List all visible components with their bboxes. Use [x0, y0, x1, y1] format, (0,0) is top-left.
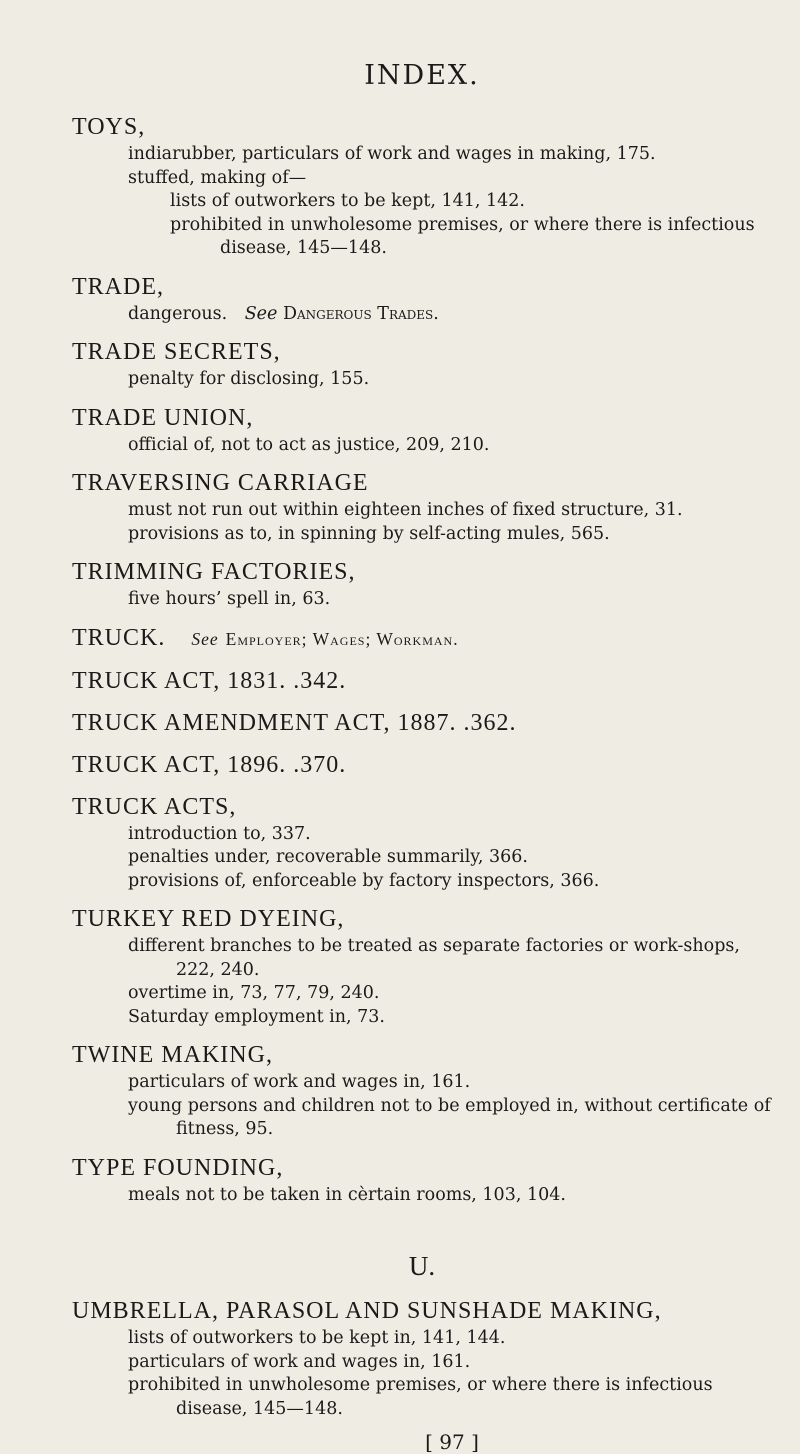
entries-u — [72, 1296, 772, 1421]
entry-subheading — [72, 368, 772, 392]
entry-subheading — [72, 870, 772, 894]
entry-heading — [72, 1040, 772, 1071]
entry-heading — [72, 1296, 772, 1327]
subheading-text: penalty for disclosing, 155. — [128, 369, 370, 389]
entries-t — [72, 112, 772, 1207]
subheading-text: young persons and children not to be employed in, without certificate of fitness, 95. — [128, 1095, 771, 1139]
index-entry — [72, 272, 772, 327]
subheading-text: prohibited in unwholesome premises, or where there is infectious disease, 145—148. — [128, 1375, 713, 1419]
entry-heading-text: TRADE UNION, — [72, 404, 254, 431]
entry-heading-text: TRIMMING FACTORIES, — [72, 559, 356, 585]
subheading-text: particulars of work and wages in, 161. — [128, 1351, 471, 1372]
index-entry — [72, 708, 772, 739]
entry-subheading — [72, 1095, 772, 1142]
entry-subheading — [72, 190, 772, 214]
entry-heading-text: TYPE FOUNDING, — [72, 1154, 284, 1181]
entry-subheading — [72, 982, 772, 1006]
index-entry — [72, 1153, 772, 1208]
entry-heading-text: TRUCK. — [72, 624, 166, 651]
entry-heading-text: TRUCK ACT, 1831. .342. — [72, 667, 347, 694]
entry-heading — [72, 337, 772, 368]
entry-subheading — [72, 846, 772, 870]
entry-subheading — [72, 523, 772, 547]
entry-heading — [72, 666, 772, 697]
page-number: [ 97 ] — [425, 1430, 479, 1454]
entry-subheading — [72, 1327, 772, 1351]
index-entry — [72, 792, 772, 894]
section-letter: U. — [408, 1251, 436, 1281]
entry-heading — [72, 750, 772, 781]
entry-heading — [72, 112, 772, 143]
entry-subheading — [72, 935, 772, 982]
entry-heading — [72, 272, 772, 303]
entry-subheading — [72, 1071, 772, 1095]
entry-subheading — [72, 1006, 772, 1030]
index-entry — [72, 112, 772, 261]
subheading-text: prohibited in unwholesome premises, or where there is infectious disease, 145—148. — [170, 214, 755, 258]
subheading-text: lists of outworkers to be kept, 141, 142. — [170, 191, 525, 211]
entry-heading — [72, 792, 772, 823]
subheading-text: particulars of work and wages in, 161. — [128, 1072, 471, 1092]
entry-subheading — [72, 167, 772, 191]
entry-heading-text: TRUCK ACTS, — [72, 793, 237, 820]
entry-heading-text: UMBRELLA, PARASOL AND SUNSHADE MAKING, — [72, 1298, 662, 1324]
index-entry — [72, 904, 772, 1029]
subheading-text: provisions of, enforceable by factory inspectors, 366. — [128, 870, 600, 891]
index-entry — [72, 468, 772, 546]
entry-heading-text: TWINE MAKING, — [72, 1042, 273, 1068]
subheading-text: penalties under, recoverable summarily, 366. — [128, 847, 528, 867]
entry-subheading — [72, 1184, 772, 1208]
entry-subheading — [72, 1374, 772, 1421]
subheading-text: meals not to be taken in cèrtain rooms, 103, 104. — [128, 1184, 566, 1205]
entry-subheading — [72, 214, 772, 261]
subheading-text: Saturday employment in, 73. — [128, 1006, 385, 1027]
entry-heading — [72, 403, 772, 434]
subheading-text: overtime in, 73, 77, 79, 240. — [128, 983, 380, 1003]
subheading-text: dangerous. — [128, 303, 228, 324]
entry-heading — [72, 623, 772, 655]
entry-heading-text: TRUCK AMENDMENT ACT, 1887. .362. — [72, 709, 517, 736]
subheading-text: official of, not to act as justice, 209, 210. — [128, 434, 490, 455]
subheading-text: lists of outworkers to be kept in, 141, 144. — [128, 1328, 506, 1348]
index-entry — [72, 750, 772, 781]
entry-subheading — [72, 499, 772, 523]
index-entry — [72, 337, 772, 392]
entry-heading-text: TURKEY RED DYEING, — [72, 906, 345, 932]
index-entry — [72, 666, 772, 697]
entry-heading — [72, 1153, 772, 1184]
entry-heading-text: TOYS, — [72, 114, 146, 140]
subheading-text: introduction to, 337. — [128, 823, 311, 844]
subheading-text: stuffed, making of— — [128, 167, 307, 188]
entry-heading — [72, 708, 772, 739]
index-entry — [72, 1296, 772, 1421]
entry-heading-text: TRUCK ACT, 1896. .370. — [72, 751, 347, 778]
see-label: See — [191, 628, 219, 649]
subheading-text: indiarubber, particulars of work and wages in making, 175. — [128, 144, 656, 164]
subheading-text: five hours’ spell in, 63. — [128, 589, 331, 609]
entry-subheading — [72, 823, 772, 847]
subheading-text: provisions as to, in spinning by self-acting mules, 565. — [128, 523, 610, 544]
entry-subheading — [72, 434, 772, 458]
subheading-text: different branches to be treated as separate factories or work-shops, 222, 240. — [128, 936, 740, 980]
entry-subheading — [72, 588, 772, 612]
page-title: INDEX. — [364, 60, 480, 91]
see-label: See — [244, 303, 278, 324]
index-entry — [72, 1040, 772, 1142]
entry-heading — [72, 557, 772, 588]
index-entry — [72, 403, 772, 458]
entry-heading — [72, 904, 772, 935]
subheading-text: must not run out within eighteen inches of fixed structure, 31. — [128, 500, 683, 520]
see-target: Employer; Wages; Workman. — [225, 628, 459, 649]
entry-heading — [72, 468, 772, 499]
entry-subheading — [72, 1351, 772, 1375]
entry-subheading — [72, 143, 772, 167]
index-entry — [72, 557, 772, 612]
see-target: Dangerous Trades. — [282, 303, 439, 324]
entry-heading-text: TRADE, — [72, 273, 164, 300]
entry-heading-text: TRADE SECRETS, — [72, 339, 281, 365]
entry-heading-text: TRAVERSING CARRIAGE — [72, 470, 369, 496]
index-entry — [72, 623, 772, 655]
entry-subheading — [72, 303, 772, 327]
